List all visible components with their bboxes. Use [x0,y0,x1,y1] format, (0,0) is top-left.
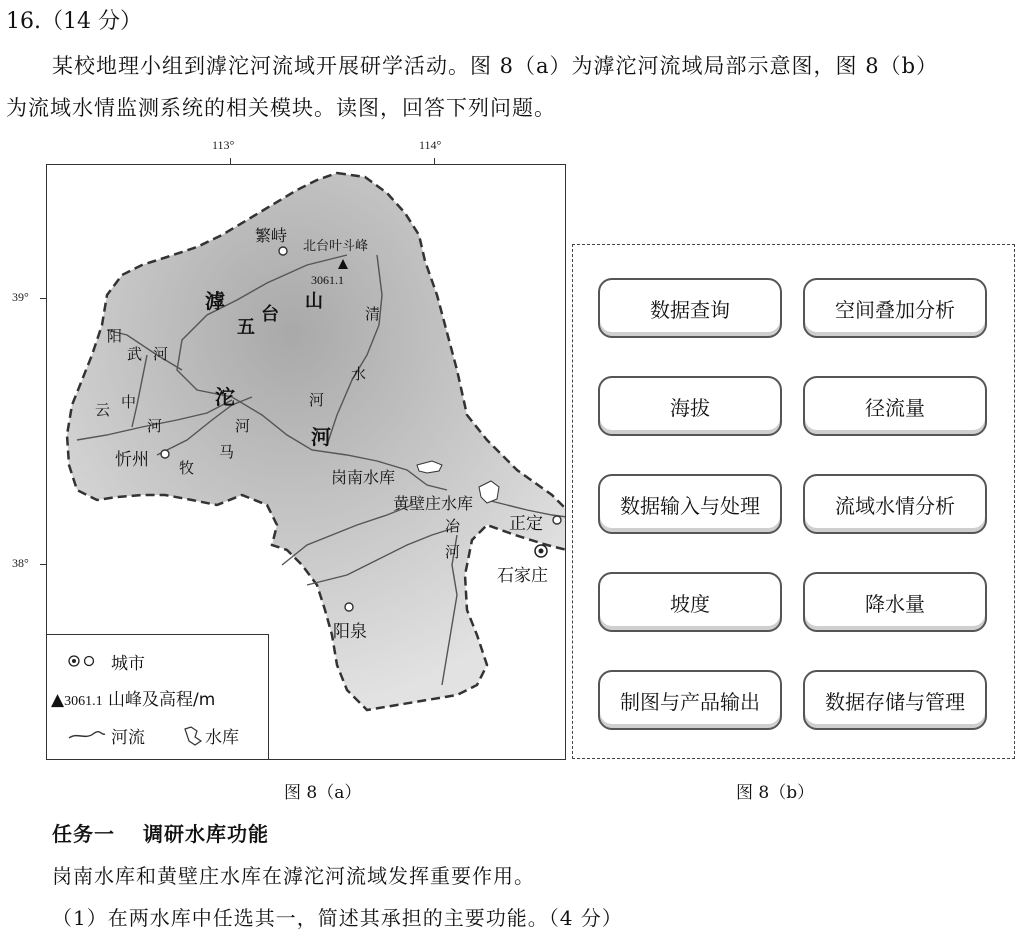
yunzhong-label-3: 河 [147,417,163,435]
river-label-hu: 滹 [205,289,225,313]
yunzhong-label-1: 云 [95,401,111,419]
module-spatial-overlay: 空间叠加分析 [803,278,987,338]
module-basin-analysis: 流域水情分析 [803,474,987,534]
city-label-zhengding: 正定 [509,514,543,534]
question-score: （14 分） [41,9,142,34]
city-label-yangquan: 阳泉 [333,622,367,642]
mountain-label-shan: 山 [305,291,323,312]
module-mapping-output: 制图与产品输出 [598,670,782,730]
peak-icon: ▲ [51,690,65,710]
question-number-text: 16. [6,9,41,34]
reservoir-shape-icon [181,725,207,752]
yangwu-label-2: 武 [127,345,143,363]
city-fanshi-marker [279,247,287,255]
legend-peak-label: 山峰及高程/m [107,690,216,710]
legend-city-label: 城市 [111,654,145,674]
river-line-icon [67,727,107,747]
task-number: 任务一 [52,822,115,846]
question-number [6,4,142,35]
muma-label-2: 马 [219,443,235,461]
task-line-2: （1）在两水库中任选其一，简述其承担的主要功能。（4 分） [52,906,623,930]
yunzhong-label-2: 中 [121,393,137,411]
module-data-storage: 数据存储与管理 [803,670,987,730]
peak-name-label: 北台叶斗峰 [303,239,369,254]
ye-label-2: 河 [445,543,461,561]
module-runoff: 径流量 [803,376,987,436]
qingshui-label-3: 河 [309,391,325,409]
city-zhengding-marker [553,516,561,524]
reservoir-label-gangnan: 岗南水库 [331,468,396,487]
task-line-1: 岗南水库和黄壁庄水库在滹沱河流域发挥重要作用。 [52,864,535,888]
module-slope: 坡度 [598,572,782,632]
caption-8a: 图 8（a） [284,783,362,803]
qingshui-label-2: 水 [351,365,367,383]
task-topic: 调研水库功能 [143,822,269,846]
city-shijiazhuang-dot [539,549,544,554]
task-title [52,818,269,847]
lon-label-113: 113° [212,138,235,152]
muma-label-1: 牧 [179,459,195,477]
river-label-he: 河 [311,425,331,449]
mountain-label-tai: 台 [261,304,279,325]
yangwu-label-3: 河 [153,345,169,363]
city-symbol-icon [67,653,107,673]
legend-reservoir-label: 水库 [205,728,239,748]
module-data-input: 数据输入与处理 [598,474,782,534]
module-precipitation: 降水量 [803,572,987,632]
intro-line-2: 为流域水情监测系统的相关模块。读图，回答下列问题。 [6,96,556,120]
legend-peak-sample: 3061.1 [64,694,103,709]
city-label-fanshi: 繁峙 [255,226,288,245]
mountain-label-wu: 五 [237,317,255,338]
city-yangquan-marker [345,603,353,611]
lon-label-114: 114° [419,138,442,152]
ye-label-1: 冶 [445,517,461,535]
legend-peak-row [51,685,215,710]
city-label-shijiazhuang: 石家庄 [497,566,548,586]
legend-river-row [67,723,239,748]
city-xinzhou-marker [161,450,169,458]
caption-8b: 图 8（b） [736,783,815,803]
river-label-tuo: 沱 [215,385,235,409]
city-label-xinzhou: 忻州 [115,450,149,470]
legend-river-label: 河流 [111,728,145,748]
yangwu-label-1: 阳 [107,327,123,345]
intro-line-1: 某校地理小组到滹沱河流域开展研学活动。图 8（a）为滹沱河流域局部示意图，图 8（b） [52,54,939,78]
module-data-query: 数据查询 [598,278,782,338]
legend-city-row [73,649,145,674]
lat-label-38: 38° [12,556,29,570]
panel-figure-8b [572,244,1015,759]
reservoir-label-huangbizhuang: 黄壁庄水库 [393,494,474,513]
qingshui-label-1: 清 [365,305,381,323]
map-legend [47,634,269,759]
muma-label-3: 河 [235,417,251,435]
peak-elevation-label: 3061.1 [311,273,344,287]
lat-label-39: 39° [12,290,29,304]
module-elevation: 海拔 [598,376,782,436]
